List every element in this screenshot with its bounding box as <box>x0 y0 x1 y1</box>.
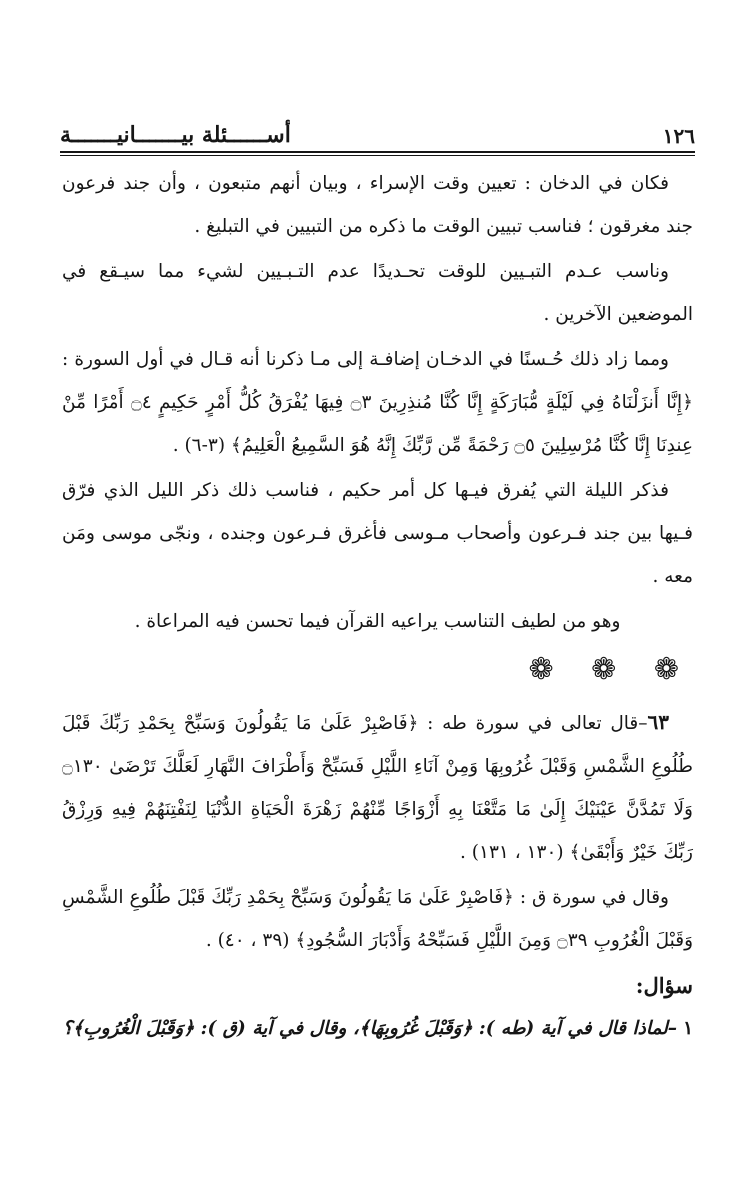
question-text: –لماذا قال في آية (طه ): ﴿وَقَبْلَ غُرُوبِهَا﴾، وقال في آية (ق ): ﴿وَقَبْلَ الْغُرُوبِ﴾؟ <box>62 1018 678 1039</box>
header-rule <box>60 151 695 153</box>
section-text: –قال تعالى في سورة طه : ﴿فَاصْبِرْ عَلَىٰ مَا يَقُولُونَ وَسَبِّحْ بِحَمْدِ رَبِّكَ قَبْلَ طُلُوعِ الشَّمْسِ وَقَبْلَ غُرُوبِهَا وَمِنْ آنَاءِ اللَّيْلِ فَسَبِّحْ وَأَطْرَافَ النَّهَارِ لَعَلَّكَ تَرْضَىٰ ۝١٣٠ وَلَا تَمُدَّنَّ عَيْنَيْكَ إِلَىٰ مَا مَتَّعْنَا بِهِ أَزْوَاجًا مِّنْهُمْ زَهْرَةَ الْحَيَاةِ الدُّنْيَا لِنَفْتِنَهُمْ فِيهِ وَرِزْقُ رَبِّكَ خَيْرٌ وَأَبْقَىٰ﴾ (١٣٠ ، ١٣١) . <box>62 713 693 863</box>
header-rule-thin <box>60 155 695 156</box>
page-number: ١٢٦ <box>662 124 695 148</box>
paragraph: فذكر الليلة التي يُفرق فيـها كل أمر حكيم ، فناسب ذلك ذكر الليل الذي فرّق فـيها بين جند فـرعون وأصحاب مـوسى فأغرق فـرعون وجنده ، ونجّى موسى ومَن معه . <box>62 480 693 587</box>
running-title: أســــــئلة بيـــــــانيـــــــة <box>60 122 291 148</box>
page-body <box>62 162 693 1052</box>
flower-ornament-icon: ❁ <box>591 652 631 687</box>
section-paragraph <box>62 701 693 874</box>
question-item <box>62 1007 693 1050</box>
paragraph: فكان في الدخان : تعيين وقت الإسراء ، وبيان أنهم متبعون ، وأن جند فرعون جند مغرقون ؛ فناسب تبيين الوقت ما ذكره من التبيين في التبليغ . <box>62 173 693 237</box>
question-number: ١ <box>683 1018 693 1039</box>
section-number: ٦٣ <box>647 710 669 734</box>
flower-ornament-icon: ❁ <box>528 652 568 687</box>
section-divider <box>62 647 693 693</box>
flower-ornament-icon: ❁ <box>653 652 693 687</box>
question-heading: سؤال: <box>635 973 693 998</box>
paragraph: وهو من لطيف التناسب يراعيه القرآن فيما تحسن فيه المراعاة . <box>134 611 621 632</box>
page-header <box>60 118 695 148</box>
paragraph: وقال في سورة ق : ﴿فَاصْبِرْ عَلَىٰ مَا يَقُولُونَ وَسَبِّحْ بِحَمْدِ رَبِّكَ قَبْلَ طُلُوعِ الشَّمْسِ وَقَبْلَ الْغُرُوبِ ۝٣٩ وَمِنَ اللَّيْلِ فَسَبِّحْهُ وَأَدْبَارَ السُّجُودِ﴾ (٣٩ ، ٤٠) . <box>62 887 693 951</box>
paragraph: ومما زاد ذلك حُـسنًا في الدخـان إضافـة إلى مـا ذكرنا أنه قـال في أول السورة : ﴿إِنَّا أَنزَلْنَاهُ فِي لَيْلَةٍ مُّبَارَكَةٍ إِنَّا كُنَّا مُنذِرِينَ ۝٣ فِيهَا يُفْرَقُ كُلُّ أَمْرٍ حَكِيمٍ ۝٤ أَمْرًا مِّنْ عِندِنَا إِنَّا كُنَّا مُرْسِلِينَ ۝٥ رَحْمَةً مِّن رَّبِّكَ إِنَّهُ هُوَ السَّمِيعُ الْعَلِيمُ﴾ (٣-٦) . <box>62 349 693 456</box>
paragraph: وناسب عـدم التبـيين للوقت تحـديدًا عدم التـبـيين لشيء مما سيـقع في الموضعين الآخرين . <box>62 261 693 325</box>
